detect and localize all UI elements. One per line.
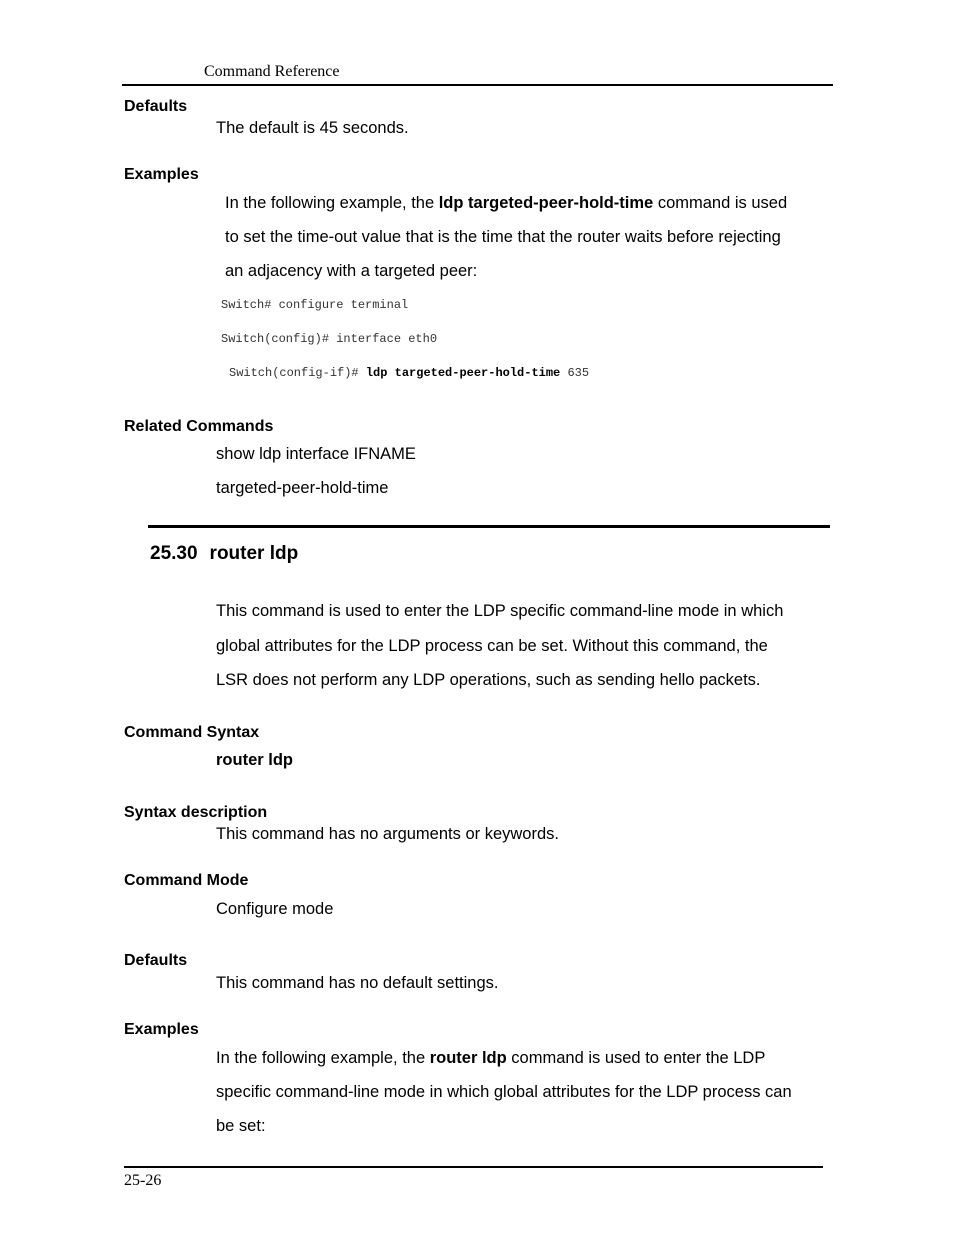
description-line2: global attributes for the LDP process can be set. Without this command, the [216, 637, 768, 655]
command-mode-text: Configure mode [216, 900, 334, 918]
command-syntax-value: router ldp [216, 751, 293, 769]
header-rule [122, 84, 833, 86]
section-example-post: command is used to enter the LDP [506, 1049, 766, 1067]
running-header: Command Reference [204, 63, 340, 80]
example-text-post: command is used [653, 194, 788, 212]
description-line1: This command is used to enter the LDP specific command-line mode in which [216, 602, 784, 620]
example-paragraph-line2: to set the time-out value that is the time that the router waits before rejecting [225, 228, 781, 246]
section-example-line3: be set: [216, 1117, 266, 1135]
section-title: router ldp [209, 543, 299, 564]
section-example-line1 [216, 1049, 765, 1068]
example-paragraph-line1 [225, 194, 787, 213]
defaults-heading: Defaults [124, 98, 188, 115]
syntax-description-text: This command has no arguments or keywords. [216, 825, 559, 843]
section-number: 25.30 [150, 543, 198, 564]
defaults-text: The default is 45 seconds. [216, 119, 409, 137]
code-line-2: Switch(config)# interface eth0 [221, 332, 438, 346]
example-paragraph-line3: an adjacency with a targeted peer: [225, 262, 478, 280]
code-argument: 635 [560, 366, 590, 380]
section-examples-heading: Examples [124, 1021, 199, 1038]
section-defaults-heading: Defaults [124, 952, 188, 969]
related-command-1: show ldp interface IFNAME [216, 445, 416, 463]
command-syntax-heading: Command Syntax [124, 724, 260, 741]
related-commands-heading: Related Commands [124, 418, 274, 435]
code-prompt: Switch(config-if)# [229, 366, 366, 380]
syntax-description-heading: Syntax description [124, 804, 268, 821]
section-example-bold: router ldp [429, 1049, 507, 1067]
section-defaults-text: This command has no default settings. [216, 974, 499, 992]
description-line3: LSR does not perform any LDP operations, such as sending hello packets. [216, 671, 761, 689]
command-mode-heading: Command Mode [124, 872, 249, 889]
page-number: 25-26 [124, 1172, 162, 1189]
related-command-2: targeted-peer-hold-time [216, 479, 389, 497]
section-rule [148, 525, 830, 528]
code-line-1: Switch# configure terminal [221, 298, 409, 312]
code-line-3 [229, 366, 589, 380]
footer-rule [124, 1166, 823, 1168]
examples-heading: Examples [124, 166, 199, 183]
code-command-bold: ldp targeted-peer-hold-time [365, 366, 561, 380]
section-example-line2: specific command-line mode in which global attributes for the LDP process can [216, 1083, 792, 1101]
example-text-pre: In the following example, the [225, 194, 439, 212]
section-example-pre: In the following example, the [216, 1049, 430, 1067]
example-command-bold: ldp targeted-peer-hold-time [438, 194, 654, 212]
section-heading [150, 543, 298, 565]
